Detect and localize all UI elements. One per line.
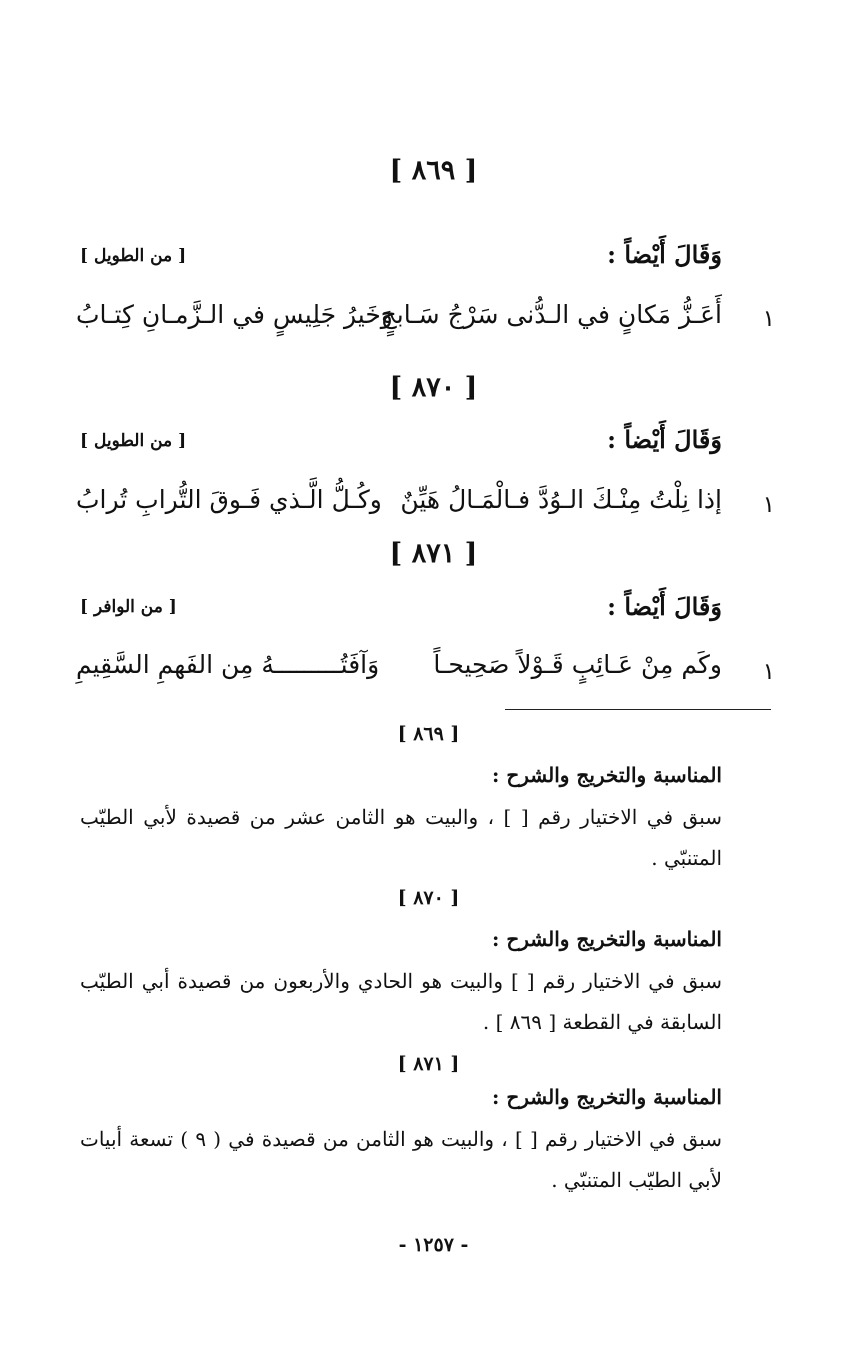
footnote-text: سبق في الاختيار رقم [ ] والبيت هو الحادي والأربعون من قصيدة أبي الطيّب السابقة في القطعة [ ٨٦٩ ] . [80,969,722,1034]
verse-hemistich-second: وَخَيرُ جَلِيسٍ في الـزَّمـانِ كِتـابُ [76,300,393,329]
verse-hemistich-first: أَعَـزُّ مَكانٍ في الـدُّنى سَرْجُ سَـابحٍ [380,300,722,329]
poem-meter: [ من الطويل ] [80,431,187,451]
verse-hemistich-second: وكُـلُّ الَّـذي فَـوقَ التُّرابِ تُرابُ [76,485,382,514]
footnote-heading: المناسبة والتخريج والشرح : [492,927,722,951]
footnote-separator [505,709,771,710]
page-number: - ١٢٥٧ - [398,1234,469,1256]
footnote-number [0,723,867,745]
poem-intro: وَقَالَ أَيْضاً : [607,592,722,621]
verse-hemistich-first: وكَم مِنْ عَـائِبٍ قَـوْلاً صَحِيحـاً [433,650,722,679]
verse-number: ١ [762,306,775,332]
footnote-text: سبق في الاختيار رقم [ ] ، والبيت هو الثامن عشر من قصيدة لأبي الطيّب المتنبّي . [80,805,722,870]
poem-number: [ ٨٦٩ ] [389,155,478,186]
poem-intro: وَقَالَ أَيْضاً : [607,425,722,454]
footnote-heading: المناسبة والتخريج والشرح : [492,763,722,787]
poem-meter: [ من الطويل ] [80,246,187,266]
footnote-heading: المناسبة والتخريج والشرح : [492,1085,722,1109]
verse-hemistich-first: إذا نِلْتُ مِنْـكَ الـوُدَّ فـالْمَـالُ هَيِّنٌ [400,485,722,514]
poem-meter: [ من الوافر ] [80,597,177,617]
poem-number: [ ٨٧٠ ] [389,372,478,403]
footnote-number [0,1053,867,1075]
footnote-number-text: [ ٨٧١ ] [397,1053,460,1075]
poem-intro: وَقَالَ أَيْضاً : [607,240,722,269]
poem-number: [ ٨٧١ ] [389,538,478,569]
footnote-number-text: [ ٨٧٠ ] [397,887,460,909]
verse-hemistich-second: وَآفَتُـــــــــهُ مِن الفَهمِ السَّقِيمِ [76,650,380,679]
footnote-number [0,887,867,909]
footnote-text: سبق في الاختيار رقم [ ] ، والبيت هو الثامن من قصيدة في ( ٩ ) تسعة أبيات لأبي الطيّب المتنبّي . [80,1127,723,1192]
footnote-number-text: [ ٨٦٩ ] [397,723,460,745]
verse-number: ١ [762,659,775,685]
verse-number: ١ [762,492,775,518]
